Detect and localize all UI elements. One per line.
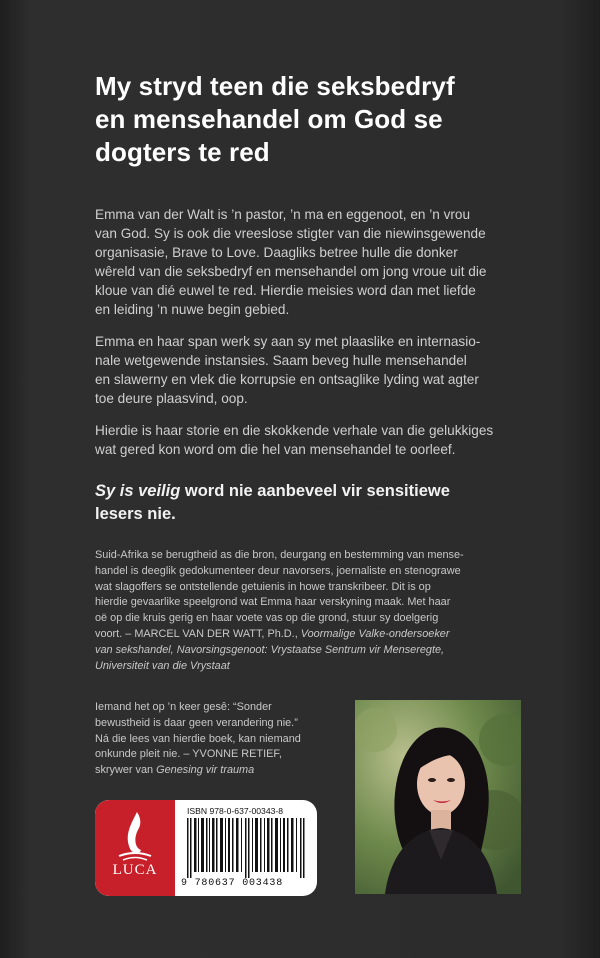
review-line: wat slagoffers se ontstellende getuienis in howe transkribeer. Dit is op [95,580,431,593]
book-title: Genesing vir trauma [156,764,255,777]
barcode-panel [95,800,317,896]
blurb-paragraph-3 [95,421,527,459]
review-affiliation: van sekshandel, Navorsingsgenoot: Vrystaatse Sentrum vir Menseregte, [95,643,445,656]
blurb-line: nale wetgewende instansies. Saam beveg hulle mensehandel [95,353,467,368]
isbn-label: ISBN 978-0-637-00343-8 [187,806,284,816]
review-retief [95,700,345,779]
blurb-line: kloue van dié euwel te red. Hierdie meisies word dan met liefde [95,283,476,298]
book-title: Sy is veilig [95,482,181,500]
review-line [95,643,527,659]
headline-line: dogters te red [95,137,270,167]
review-van-der-watt [95,548,527,674]
blurb-line: en slawerny en vlek die korrupsie en ontsaglike lyding wat agter [95,372,479,387]
warning-line: lesers nie. [95,505,176,523]
candle-flame-icon [115,810,155,862]
review-line: hierdie gevaarlike speelgrond wat Emma haar verskyning maak. Met haar [95,596,451,609]
content-warning [95,480,535,526]
blurb-line: en leiding ’n nuwe begin gebied. [95,302,290,317]
headline [95,70,535,169]
blurb-line: wêreld van die seksbedryf en mensehandel om jong vroue uit die [95,264,487,279]
barcode-icon [187,818,309,878]
review-line: Ná die lees van hierdie boek, kan niemand [95,732,301,745]
review-attribution: voort. – MARCEL VAN DER WATT, Ph.D., [95,627,301,640]
review-line: Suid-Afrika se berugtheid as die bron, deurgang en bestemming van mense- [95,549,464,561]
review-affiliation: Universiteit van die Vrystaat [95,659,230,672]
blurb-line: wat gered kon word om die hel van mensehandel te oorleef. [95,442,456,457]
review-line: onkunde pleit nie. – YVONNE RETIEF, [95,748,282,761]
headline-line: en mensehandel om God se [95,104,443,134]
review-affiliation: Voormalige Valke-ondersoeker [300,627,450,640]
headline-line: My stryd teen die seksbedryf [95,71,455,101]
review-line [95,659,527,675]
barcode-digits: 9 780637 003438 [181,878,284,889]
author-photo [355,700,521,894]
warning-line [95,480,535,503]
blurb-line: Hierdie is haar storie en die skokkende verhale van die gelukkiges [95,423,494,438]
warning-text: word nie aanbeveel vir sensitiewe [180,482,450,500]
author-portrait-image [355,700,521,894]
blurb-paragraph-1 [95,205,527,319]
review-line [95,627,527,643]
blurb-paragraph-2 [95,332,527,408]
blurb-line: toe deure plaasvind, oop. [95,391,248,406]
blurb-line: Emma van der Walt is ’n pastor, ’n ma en eggenoot, en ’n vrou [95,207,471,222]
blurb-line: Emma en haar span werk sy aan sy met plaaslike en internasio- [95,334,481,349]
review-line: Iemand het op ’n keer gesê: “Sonder [95,701,272,713]
review-line: oë op die kruis gerig en haar voete vas op die grond, stuur sy doelgerig [95,612,439,625]
review-attribution: skrywer van [95,764,157,777]
blurb-line: van God. Sy is ook die vreeslose stigter van die niewinsgewende [95,226,486,241]
publisher-name: LUCA [112,862,158,878]
blurb [95,205,527,472]
review-line: bewustheid is daar geen verandering nie.” [95,716,298,729]
publisher-logo [95,800,175,896]
review-line [95,763,345,779]
blurb-line: organisasie, Brave to Love. Daagliks betree hulle die donker [95,245,458,260]
review-line: handel is deeglik gedokumenteer deur navorsers, joernaliste en stenograwe [95,564,461,577]
